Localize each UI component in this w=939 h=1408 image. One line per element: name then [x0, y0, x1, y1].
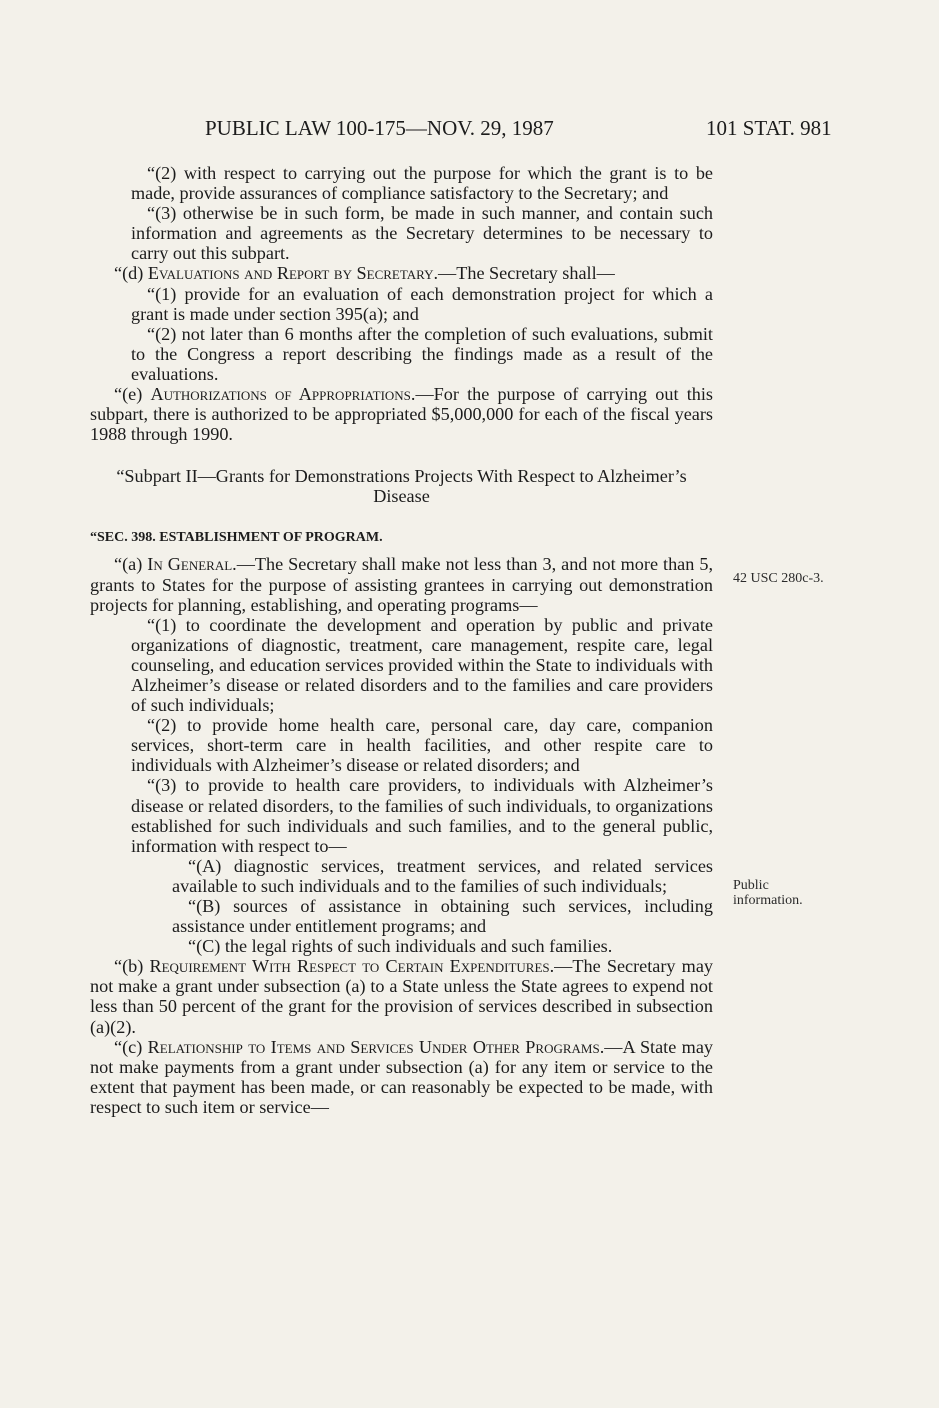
subsection-a-heading: In General. — [147, 554, 237, 575]
subsection-d-marker: “(d) — [114, 263, 144, 284]
document-body — [90, 163, 713, 1117]
subsection-c — [90, 1037, 713, 1117]
public-law-title: PUBLIC LAW 100-175—NOV. 29, 1987 — [205, 116, 554, 140]
subsection-c-marker: “(c) — [114, 1036, 143, 1057]
usc-citation-note: 42 USC 280c-3. — [733, 571, 824, 586]
subsection-e — [90, 384, 713, 444]
subsection-d-2: “(2) not later than 6 months after the completion of such evaluations, submit to the Congress a report describing the findings made as a result of the evaluations. — [131, 323, 713, 384]
subsection-a-text: —The Secretary shall make not less than 3, and not more than 5, grants to States for the purpose of assisting grantees in carrying out demonstration projects for planning, establishing, and operating programs— — [90, 554, 714, 615]
subsection-d-1: “(1) provide for an evaluation of each demonstration project for which a grant is made under section 395(a); and — [131, 283, 713, 324]
subsection-b-marker: “(b) — [114, 956, 144, 977]
public-information-note-line1: Public — [733, 878, 769, 893]
subsection-a-marker: “(a) — [114, 554, 143, 575]
paragraph-3-form: “(3) otherwise be in such form, be made in such manner, and contain such information and agreements as the Secretary determines to be necessary to carry out this subpart. — [131, 203, 713, 264]
paragraph-2-assurances: “(2) with respect to carrying out the purpose for which the grant is to be made, provide assurances of compliance satisfactory to the Secretary; and — [131, 163, 713, 204]
subsection-a-3-B: “(B) sources of assistance in obtaining such services, including assistance under entitlement programs; and — [172, 896, 713, 937]
subsection-b-heading: Requirement With Respect to Certain Expenditures. — [149, 956, 555, 977]
subsection-a — [90, 554, 713, 614]
subsection-a-3: “(3) to provide to health care providers, to individuals with Alzheimer’s disease or related disorders, to the families of such individuals, to organizations established for such individuals and such families, and to the general public, information with respect to— — [131, 775, 713, 856]
subsection-e-text: —For the purpose of carrying out this subpart, there is authorized to be appropriated $5,000,000 for each of the fiscal years 1988 through 1990. — [90, 384, 713, 445]
subsection-a-1: “(1) to coordinate the development and operation by public and private organizations of diagnostic, treatment, care management, respite care, legal counseling, and education services provided within the State to individuals with Alzheimer’s disease or related disorders and to the families and care providers of such individuals; — [131, 614, 713, 716]
subpart-heading: “Subpart II—Grants for Demonstrations Projects With Respect to Alzheimer’s Disease — [116, 466, 687, 507]
subsection-a-2: “(2) to provide home health care, personal care, day care, companion services, short-term care in health facilities, and other respite care to individuals with Alzheimer’s disease or related disorders; and — [131, 715, 713, 776]
subsection-c-text: —A State may not make payments from a grant under subsection (a) for any item or service to the extent that payment has been made, or can reasonably be expected to be made, with respect to such item or service— — [90, 1036, 713, 1117]
subsection-c-heading: Relationship to Items and Services Under Other Programs. — [147, 1036, 605, 1057]
public-information-note-line2: information. — [733, 893, 803, 908]
subsection-a-3-C: “(C) the legal rights of such individuals and such families. — [188, 936, 613, 957]
subsection-a-3-A: “(A) diagnostic services, treatment services, and related services available to such individuals and to the families of such individuals; — [172, 855, 713, 896]
section-398-heading: “SEC. 398. ESTABLISHMENT OF PROGRAM. — [90, 530, 383, 546]
subsection-d-heading: Evaluations and Report by Secretary. — [147, 263, 439, 284]
subsection-b-text: —The Secretary may not make a grant under subsection (a) to a State unless the State agrees to expend not less than 50 percent of the grant for the provision of services described in subsection (a)(2). — [90, 956, 713, 1037]
subsection-b — [90, 956, 713, 1036]
subsection-d — [90, 263, 713, 283]
subsection-e-marker: “(e) — [114, 384, 143, 405]
page-header — [0, 116, 939, 146]
subsection-e-heading: Authorizations of Appropriations. — [150, 384, 416, 405]
stat-page-number: 101 STAT. 981 — [706, 116, 832, 140]
subsection-d-text: —The Secretary shall— — [438, 263, 615, 284]
